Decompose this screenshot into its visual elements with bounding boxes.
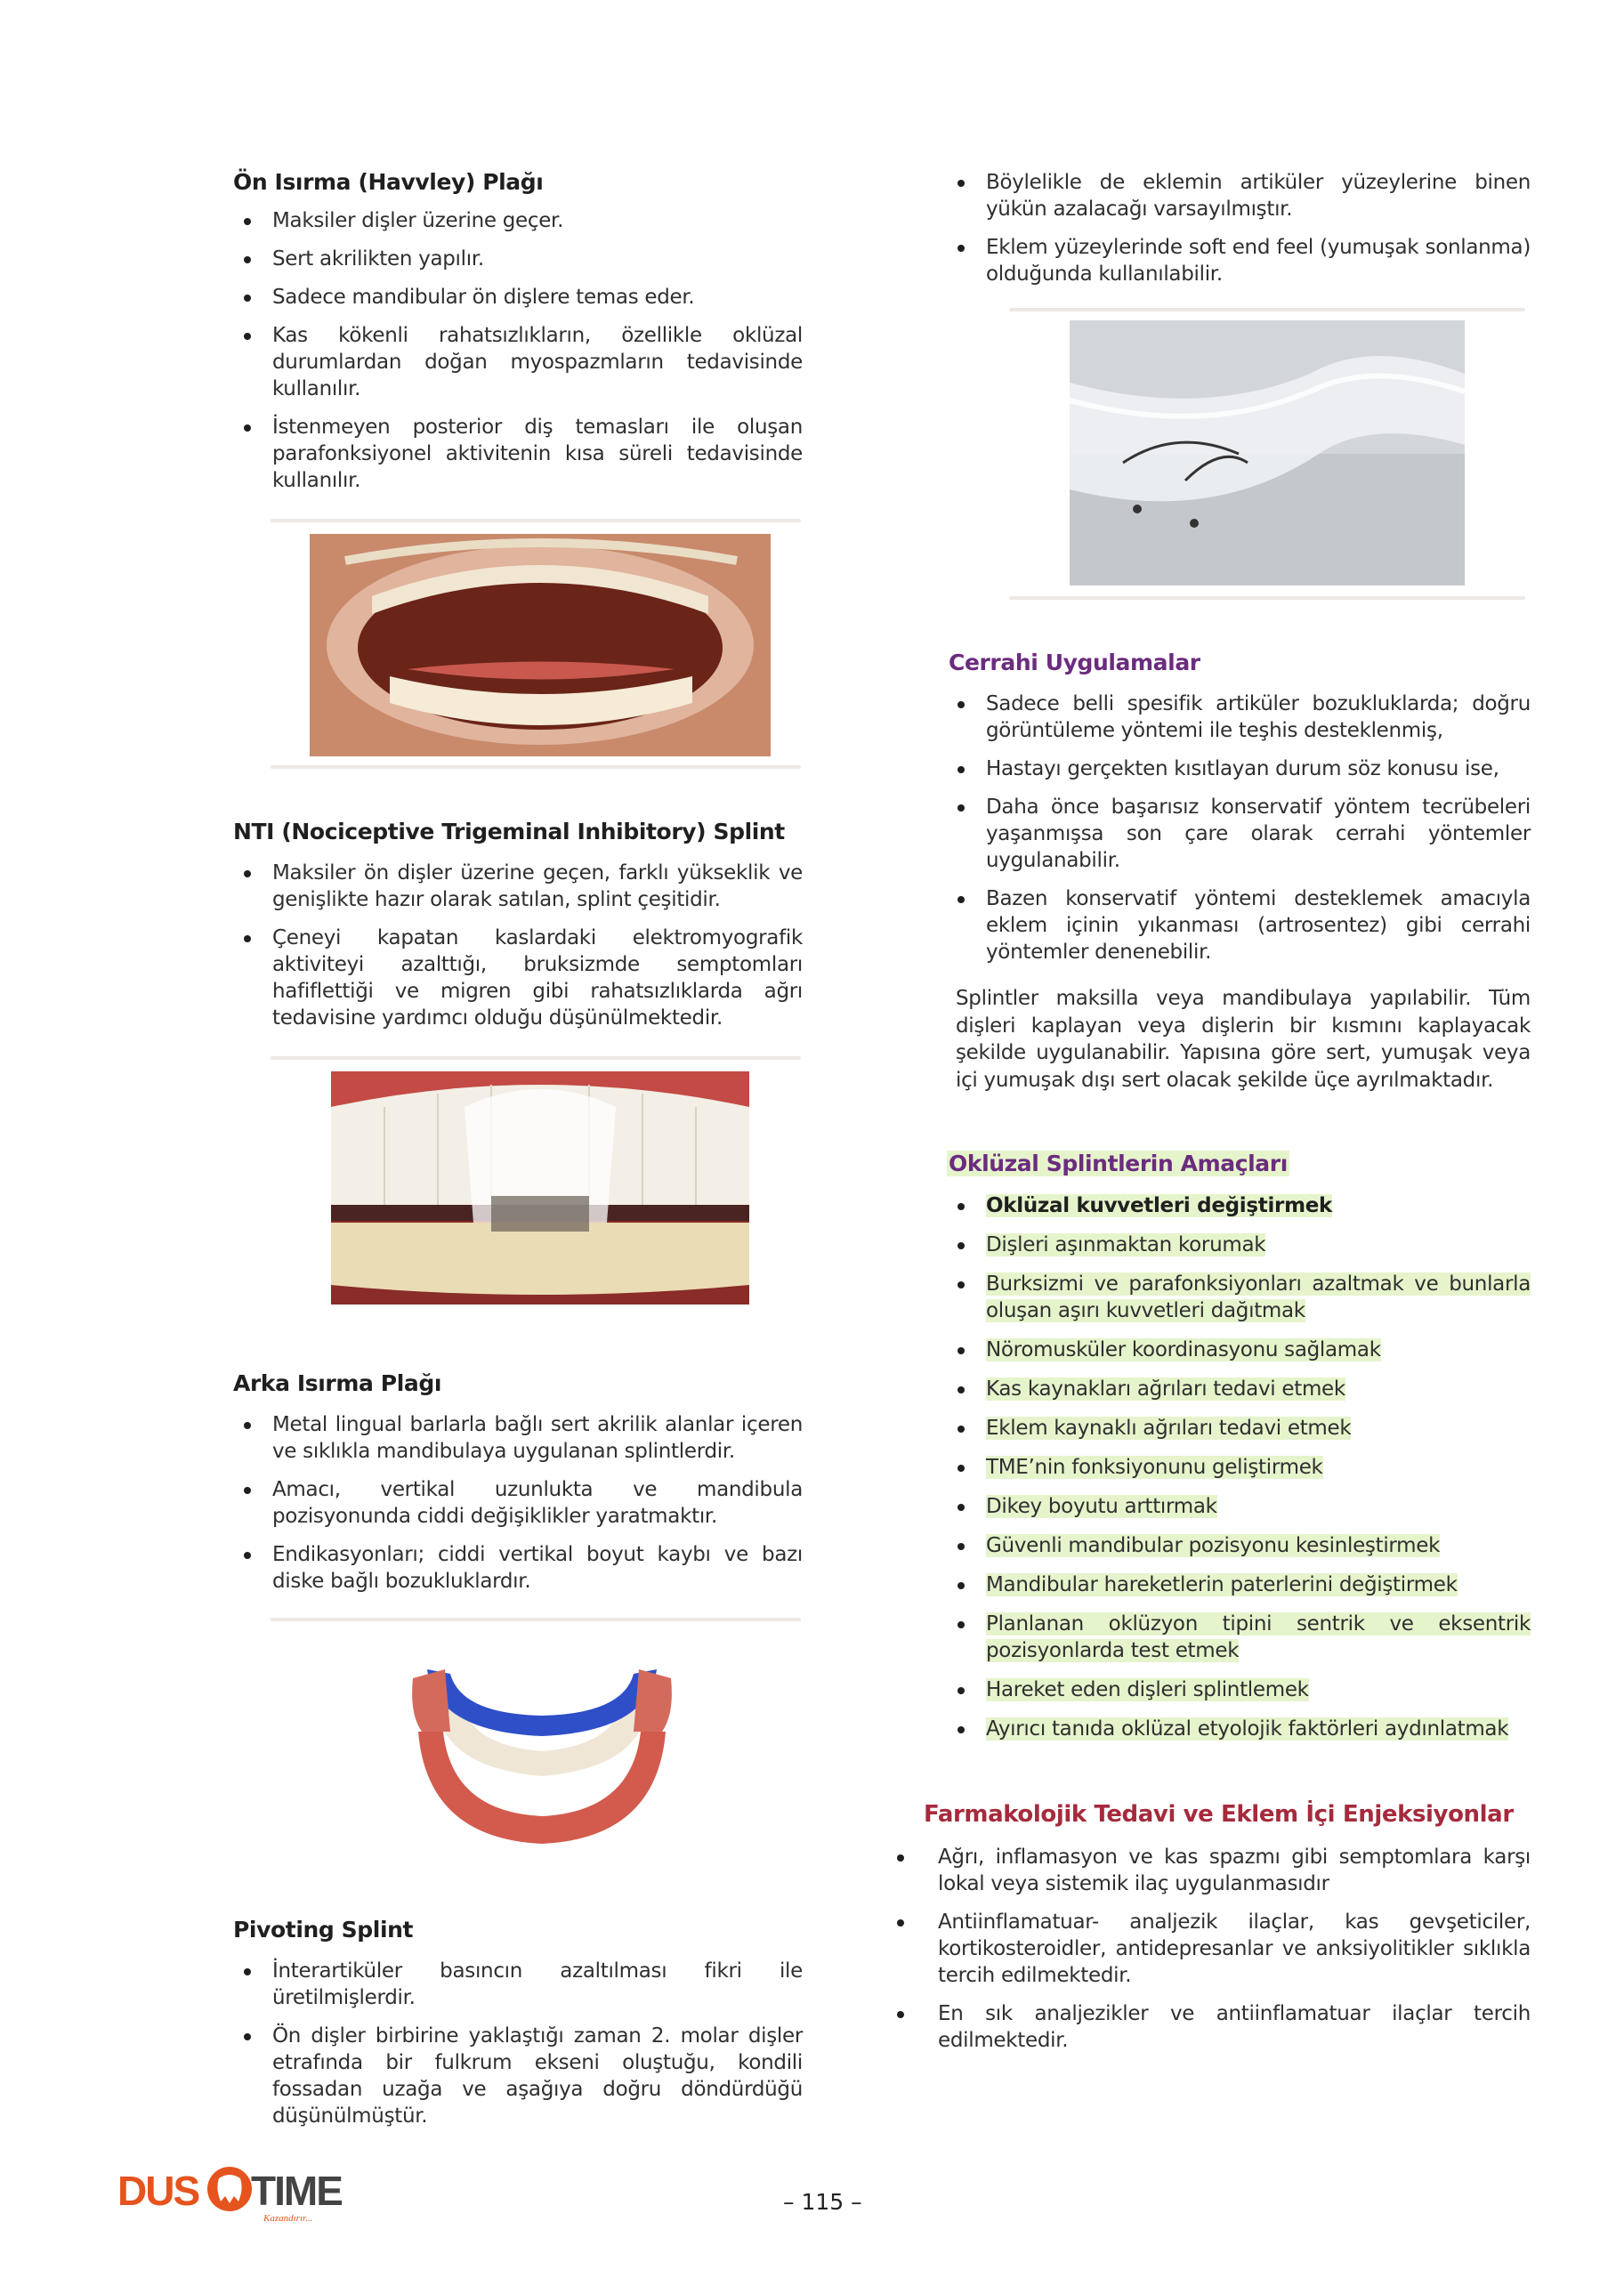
- section-title-nti: NTI (Nociceptive Trigeminal Inhibitory) Splint: [233, 819, 785, 844]
- list-item: Sadece belli spesifik artiküler bozukluklarda; doğru görüntüleme yöntemi ile teşhis desteklenmiş,: [947, 691, 1531, 744]
- list-item: [947, 1716, 1531, 1742]
- list-item-text: Güvenli mandibular pozisyonu kesinleştirmek: [986, 1534, 1441, 1557]
- list-item: Bazen konservatif yöntemi desteklemek amacıyla eklem içinin yıkanması (artrosentez) gibi cerrahi yöntemler denenebilir.: [947, 885, 1531, 965]
- section-title-amaclar: Oklüzal Splintlerin Amaçları: [949, 1151, 1288, 1176]
- list-item-text: Nöromusküler koordinasyonu sağlamak: [986, 1338, 1381, 1361]
- list-item: [947, 1376, 1531, 1402]
- list-item: [947, 1415, 1531, 1442]
- section-title-arka-isirma: Arka Isırma Plağı: [233, 1370, 442, 1396]
- list-item: İstenmeyen posterior diş temasları ile oluşan parafonksiyonel aktivitenin kısa süreli tedavisinde kullanılır.: [233, 414, 803, 494]
- divider: [271, 519, 801, 522]
- dustime-logo: [117, 2161, 349, 2226]
- list-item: Daha önce başarısız konservatif yöntem tecrübeleri yaşanmışsa son çare olarak cerrahi yöntemler uygulanabilir.: [947, 794, 1531, 874]
- list-item: Böylelikle de eklemin artiküler yüzeylerine binen yükün azalacağı varsayılmıştır.: [947, 169, 1531, 222]
- arka-isirma-splint-photo: [400, 1634, 683, 1851]
- on-isirma-list: [233, 207, 803, 494]
- list-item: [947, 1271, 1531, 1324]
- list-item: İnterartiküler basıncın azaltılması fikri ile üretilmişlerdir.: [233, 1958, 803, 2011]
- divider: [271, 1618, 801, 1621]
- logo-tagline: Kazandırır...: [263, 2213, 313, 2224]
- section-title-on-isirma: Ön Isırma (Havvley) Plağı: [233, 169, 544, 195]
- list-item: Antiinflamatuar- analjezik ilaçlar, kas gevşeticiler, kortikosteroidler, antidepresanlar ve anksiyolitikler sıklıkla tercih edilmektedir.: [886, 1909, 1531, 1989]
- list-item-text: Burksizmi ve parafonksiyonları azaltmak ve bunlarla oluşan aşırı kuvvetleri dağıtmak: [986, 1272, 1531, 1322]
- list-item: Sadece mandibular ön dişlere temas eder.: [233, 284, 803, 311]
- continued-list: [947, 169, 1531, 287]
- list-item-text: Dikey boyutu arttırmak: [986, 1495, 1217, 1518]
- logo-dus-text: DUS: [117, 2168, 199, 2214]
- list-item-text: Planlanan oklüzyon tipini sentrik ve eksentrik pozisyonlarda test etmek: [986, 1612, 1531, 1662]
- logo-time-text: TIME: [251, 2168, 342, 2214]
- list-item: En sık analjezikler ve antiinflamatuar ilaçlar tercih edilmektedir.: [886, 2000, 1531, 2054]
- list-item: [947, 1232, 1531, 1258]
- section-title-farmakolojik: Farmakolojik Tedavi ve Eklem İçi Enjeksiyonlar: [924, 1801, 1514, 1828]
- list-item-text: Hareket eden dişleri splintlemek: [986, 1678, 1309, 1701]
- list-item: Kas kökenli rahatsızlıkların, özellikle oklüzal durumlardan doğan myospazmların tedavisinde kullanılır.: [233, 322, 803, 402]
- nti-splint-photo: [331, 1071, 749, 1305]
- list-item: Sert akrilikten yapılır.: [233, 246, 803, 272]
- divider: [271, 1056, 801, 1060]
- list-item: Metal lingual barlarla bağlı sert akrilik alanlar içeren ve sıklıkla mandibulaya uygulanan splintlerdir.: [233, 1411, 803, 1465]
- list-item: [947, 1454, 1531, 1481]
- list-item: Amacı, vertikal uzunlukta ve mandibula pozisyonunda ciddi değişiklikler yaratmaktır.: [233, 1476, 803, 1530]
- list-item-text: Dişleri aşınmaktan korumak: [986, 1233, 1266, 1256]
- splint-paragraph: Splintler maksilla veya mandibulaya yapılabilir. Tüm dişleri kaplayan veya dişlerin bir kısmını kaplayacak şekilde uygulanabilir. Yapısına göre sert, yumuşak veya içi yumuşak dışı sert olacak şekilde üçe ayrılmaktadır.: [956, 987, 1531, 1092]
- list-item: Endikasyonları; ciddi vertikal boyut kaybı ve bazı diske bağlı bozukluklardır.: [233, 1541, 803, 1595]
- list-item: [947, 1676, 1531, 1703]
- nti-list: [233, 860, 803, 1031]
- divider: [1009, 308, 1525, 311]
- list-item: Maksiler dişler üzerine geçer.: [233, 207, 803, 234]
- left-column: [233, 169, 803, 2128]
- list-item-text: Kas kaynakları ağrıları tedavi etmek: [986, 1377, 1345, 1401]
- list-item: Çeneyi kapatan kaslardaki elektromyografik aktiviteyi azalttığı, bruksizmde semptomları hafiflettiği ve migren gibi rahatsızlıklarda ağrı tedavisine yardımcı olduğu düşünülmektedir.: [233, 925, 803, 1031]
- list-item: Maksiler ön dişler üzerine geçen, farklı yükseklik ve genişlikte hazır olarak satılan, splint çeşitidir.: [233, 860, 803, 913]
- list-item: Ön dişler birbirine yaklaştığı zaman 2. molar dişler etrafında bir fulkrum ekseni oluştuğu, kondili fossadan uzağa ve aşağıya doğru döndürdüğü düşünülmüştür.: [233, 2023, 803, 2129]
- section-title-cerrahi: Cerrahi Uygulamalar: [949, 650, 1200, 675]
- pivoting-list: [233, 1958, 803, 2129]
- list-item: [947, 1611, 1531, 1664]
- section-title-pivoting: Pivoting Splint: [233, 1917, 414, 1943]
- amaclar-list: [947, 1192, 1531, 1742]
- page-number: – 115 –: [783, 2189, 862, 2215]
- farmakolojik-list: [886, 1844, 1531, 2054]
- list-item-text: Eklem kaynaklı ağrıları tedavi etmek: [986, 1417, 1352, 1440]
- list-item-text: Ayırıcı tanıda oklüzal etyolojik faktörleri aydınlatmak: [986, 1717, 1509, 1741]
- list-item: [947, 1337, 1531, 1363]
- cerrahi-list: [947, 691, 1531, 965]
- list-item: [947, 1192, 1531, 1219]
- list-item: Ağrı, inflamasyon ve kas spazmı gibi semptomlara karşı lokal veya sistemik ilaç uygulanmasıdır: [886, 1844, 1531, 1897]
- list-item: Eklem yüzeylerinde soft end feel (yumuşak sonlanma) olduğunda kullanılabilir.: [947, 234, 1531, 287]
- right-column: [947, 169, 1531, 287]
- divider: [1009, 596, 1525, 600]
- list-item-text: TME’nin fonksiyonunu geliştirmek: [986, 1456, 1323, 1479]
- list-item-text: Mandibular hareketlerin paterlerini değiştirmek: [986, 1573, 1458, 1596]
- list-item: [947, 1532, 1531, 1559]
- list-item-text: Oklüzal kuvvetleri değiştirmek: [986, 1194, 1333, 1217]
- divider: [271, 765, 801, 769]
- list-item: [947, 1571, 1531, 1598]
- list-item: Hastayı gerçekten kısıtlayan durum söz konusu ise,: [947, 755, 1531, 782]
- arka-isirma-list: [233, 1411, 803, 1595]
- clear-splint-photo: [1070, 320, 1465, 586]
- list-item: [947, 1493, 1531, 1520]
- open-mouth-splint-photo: [310, 534, 771, 756]
